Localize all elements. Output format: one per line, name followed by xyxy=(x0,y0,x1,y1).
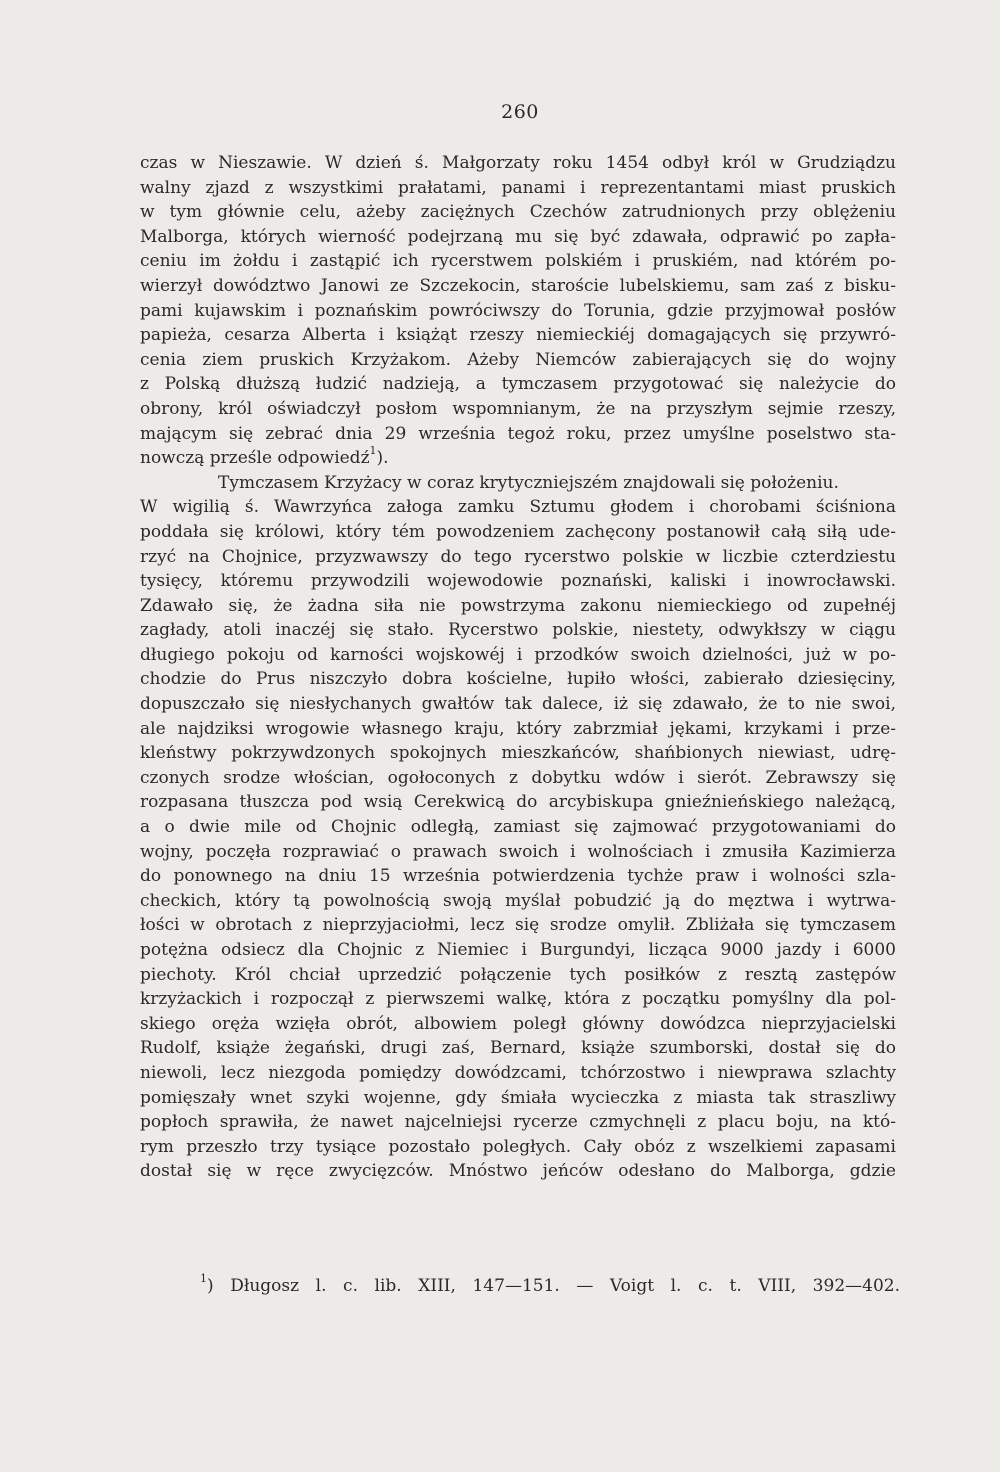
line-text: czas w Nieszawie. W dzień ś. Małgorzaty roku 1454 odbył król w Grudziądzu xyxy=(140,153,896,173)
line-text: nowczą prześle odpowiedź xyxy=(140,448,370,469)
text-line xyxy=(140,815,896,840)
text-line xyxy=(140,323,896,348)
footnote-text: ) Długosz l. c. lib. XIII, 147—151. — Voigt l. c. t. VIII, 392—402. xyxy=(207,1276,900,1296)
line-text: poddała się królowi, który tém powodzeniem zachęcony postanowił całą siłą ude- xyxy=(140,521,896,542)
line-text: zagłady, atoli inaczéj się stało. Rycerstwo polskie, niestety, odwykłszy w ciągu xyxy=(140,620,896,641)
text-line xyxy=(140,520,896,545)
text-line xyxy=(140,274,896,299)
line-text: ceniu im żołdu i zastąpić ich rycerstwem polskiém i pruskiém, nad którém po- xyxy=(140,251,896,272)
text-line xyxy=(140,200,896,225)
line-text: walny zjazd z wszystkimi prałatami, panami i reprezentantami miast pruskich xyxy=(140,177,896,198)
page-number: 260 xyxy=(501,101,539,123)
line-tail: ). xyxy=(376,448,389,469)
text-line xyxy=(140,1135,896,1160)
text-line xyxy=(140,987,896,1012)
line-text: W wigilią ś. Wawrzyńca załoga zamku Sztumu głodem i chorobami ściśniona xyxy=(140,497,896,518)
text-line xyxy=(140,938,896,963)
text-line xyxy=(140,569,896,594)
line-text: Malborga, których wierność podejrzaną mu się być zdawała, odprawić po zapła- xyxy=(140,226,896,247)
text-line xyxy=(140,1110,896,1135)
text-line xyxy=(140,1159,896,1184)
line-text: ale najdziksi wrogowie własnego kraju, który zabrzmiał jękami, krzykami i prze- xyxy=(140,718,896,739)
line-text: niewoli, lecz niezgoda pomiędzy dowódzcami, tchórzostwo i niewprawa szlachty xyxy=(140,1062,896,1083)
footnote-reference: 1 xyxy=(369,446,377,458)
line-text: dostał się w ręce zwycięzców. Mnóstwo jeńców odesłano do Malborga, gdzie xyxy=(140,1161,896,1182)
line-text: pami kujawskim i poznańskim powróciwszy do Torunia, gdzie przyjmował posłów xyxy=(140,300,896,321)
text-line xyxy=(140,741,896,766)
line-text: obrony, król oświadczył posłom wspomnianym, że na przyszłym sejmie rzeszy, xyxy=(140,398,896,419)
text-line xyxy=(140,471,896,496)
line-text: czonych srodze włościan, ogołoconych z dobytku wdów i sierót. Zebrawszy się xyxy=(140,767,896,788)
text-line xyxy=(140,1036,896,1061)
text-line xyxy=(140,643,896,668)
text-line xyxy=(140,545,896,570)
text-line xyxy=(140,225,896,250)
text-line xyxy=(140,249,896,274)
line-text: dopuszczało się niesłychanych gwałtów tak dalece, iż się zdawało, że to nie swoi, xyxy=(140,694,896,715)
text-line xyxy=(140,717,896,742)
text-line xyxy=(140,1086,896,1111)
line-text: łości w obrotach z nieprzyjaciołmi, lecz się srodze omylił. Zbliżała się tymczasem xyxy=(140,915,896,936)
text-line xyxy=(140,963,896,988)
line-text: w tym głównie celu, ażeby zaciężnych Czechów zatrudnionych przy oblężeniu xyxy=(140,202,896,223)
text-line xyxy=(140,422,896,447)
text-line xyxy=(140,790,896,815)
line-text: piechoty. Król chciał uprzedzić połączenie tych posiłków z resztą zastępów xyxy=(140,964,896,985)
text-line xyxy=(140,372,896,397)
line-text: a o dwie mile od Chojnic odległą, zamiast się zajmować przygotowaniami do xyxy=(140,817,896,838)
text-line xyxy=(140,151,896,176)
line-text: pomięszały wnet szyki wojenne, gdy śmiała wycieczka z miasta tak straszliwy xyxy=(140,1087,896,1108)
text-line xyxy=(140,889,896,914)
text-line xyxy=(140,692,896,717)
line-text: mającym się zebrać dnia 29 września tegoż roku, przez umyślne poselstwo sta- xyxy=(140,423,896,444)
text-line xyxy=(140,594,896,619)
line-text: Tymczasem Krzyżacy w coraz krytyczniejszém znajdowali się położeniu. xyxy=(218,472,839,493)
line-text: kleństwy pokrzywdzonych spokojnych mieszkańców, shańbionych niewiast, udrę- xyxy=(140,743,896,764)
line-text: długiego pokoju od karności wojskowéj i przodków swoich dzielności, już w po- xyxy=(140,644,896,665)
line-text: do ponownego na dniu 15 września potwierdzenia tychże praw i wolności szla- xyxy=(140,866,896,887)
line-text: wojny, poczęła rozprawiać o prawach swoich i wolnościach i zmusiła Kazimierza xyxy=(140,841,896,862)
footnote-marker: 1 xyxy=(200,1272,207,1286)
text-line xyxy=(140,495,896,520)
text-line xyxy=(140,667,896,692)
text-line xyxy=(140,840,896,865)
line-text: wierzył dowództwo Janowi ze Szczekocin, staroście lubelskiemu, sam zaś z bisku- xyxy=(140,275,896,296)
text-line xyxy=(140,176,896,201)
text-line xyxy=(140,348,896,373)
text-line xyxy=(140,299,896,324)
text-line xyxy=(140,618,896,643)
line-text: skiego oręża wzięła obrót, albowiem poległ główny dowódzca nieprzyjacielski xyxy=(140,1013,896,1034)
footnote xyxy=(200,1273,900,1299)
line-text: tysięcy, któremu przywodzili wojewodowie poznański, kaliski i inowrocławski. xyxy=(140,571,896,592)
line-text: krzyżackich i rozpoczął z pierwszemi walkę, która z początku pomyślny dla pol- xyxy=(140,989,896,1010)
line-text: rozpasana tłuszcza pod wsią Cerekwicą do arcybiskupa gnieźnieńskiego należącą, xyxy=(140,792,896,813)
line-text: papieża, cesarza Alberta i książąt rzeszy niemieckiéj domagających się przywró- xyxy=(140,325,896,346)
line-text: potężna odsiecz dla Chojnic z Niemiec i Burgundyi, licząca 9000 jazdy i 6000 xyxy=(140,940,896,960)
text-line xyxy=(140,1061,896,1086)
text-line xyxy=(140,446,896,471)
line-text: rzyć na Chojnice, przyzwawszy do tego rycerstwo polskie w liczbie czterdziestu xyxy=(140,546,896,567)
text-line xyxy=(140,397,896,422)
line-text: chodzie do Prus niszczyło dobra kościelne, łupiło włości, zabierało dziesięciny, xyxy=(140,669,896,690)
line-text: rym przeszło trzy tysiące pozostało poległych. Cały obóz z wszelkiemi zapasami xyxy=(140,1136,896,1157)
line-text: popłoch sprawiła, że nawet najcelniejsi rycerze czmychnęli z placu boju, na któ- xyxy=(140,1112,896,1133)
text-line xyxy=(140,864,896,889)
text-line xyxy=(140,913,896,938)
line-text: checkich, który tą powolnością swoją myślał pobudzić ją do męztwa i wytrwa- xyxy=(140,890,896,911)
body-text xyxy=(140,151,896,1184)
text-line xyxy=(140,1012,896,1037)
text-line xyxy=(140,766,896,791)
line-text: Zdawało się, że żadna siła nie powstrzyma zakonu niemieckiego od zupełnéj xyxy=(140,595,896,616)
line-text: Rudolf, książe żegański, drugi zaś, Bernard, książe szumborski, dostał się do xyxy=(140,1038,896,1059)
line-text: z Polską dłuższą łudzić nadzieją, a tymczasem przygotować się należycie do xyxy=(140,374,896,395)
line-text: cenia ziem pruskich Krzyżakom. Ażeby Niemców zabierających się do wojny xyxy=(140,349,896,370)
